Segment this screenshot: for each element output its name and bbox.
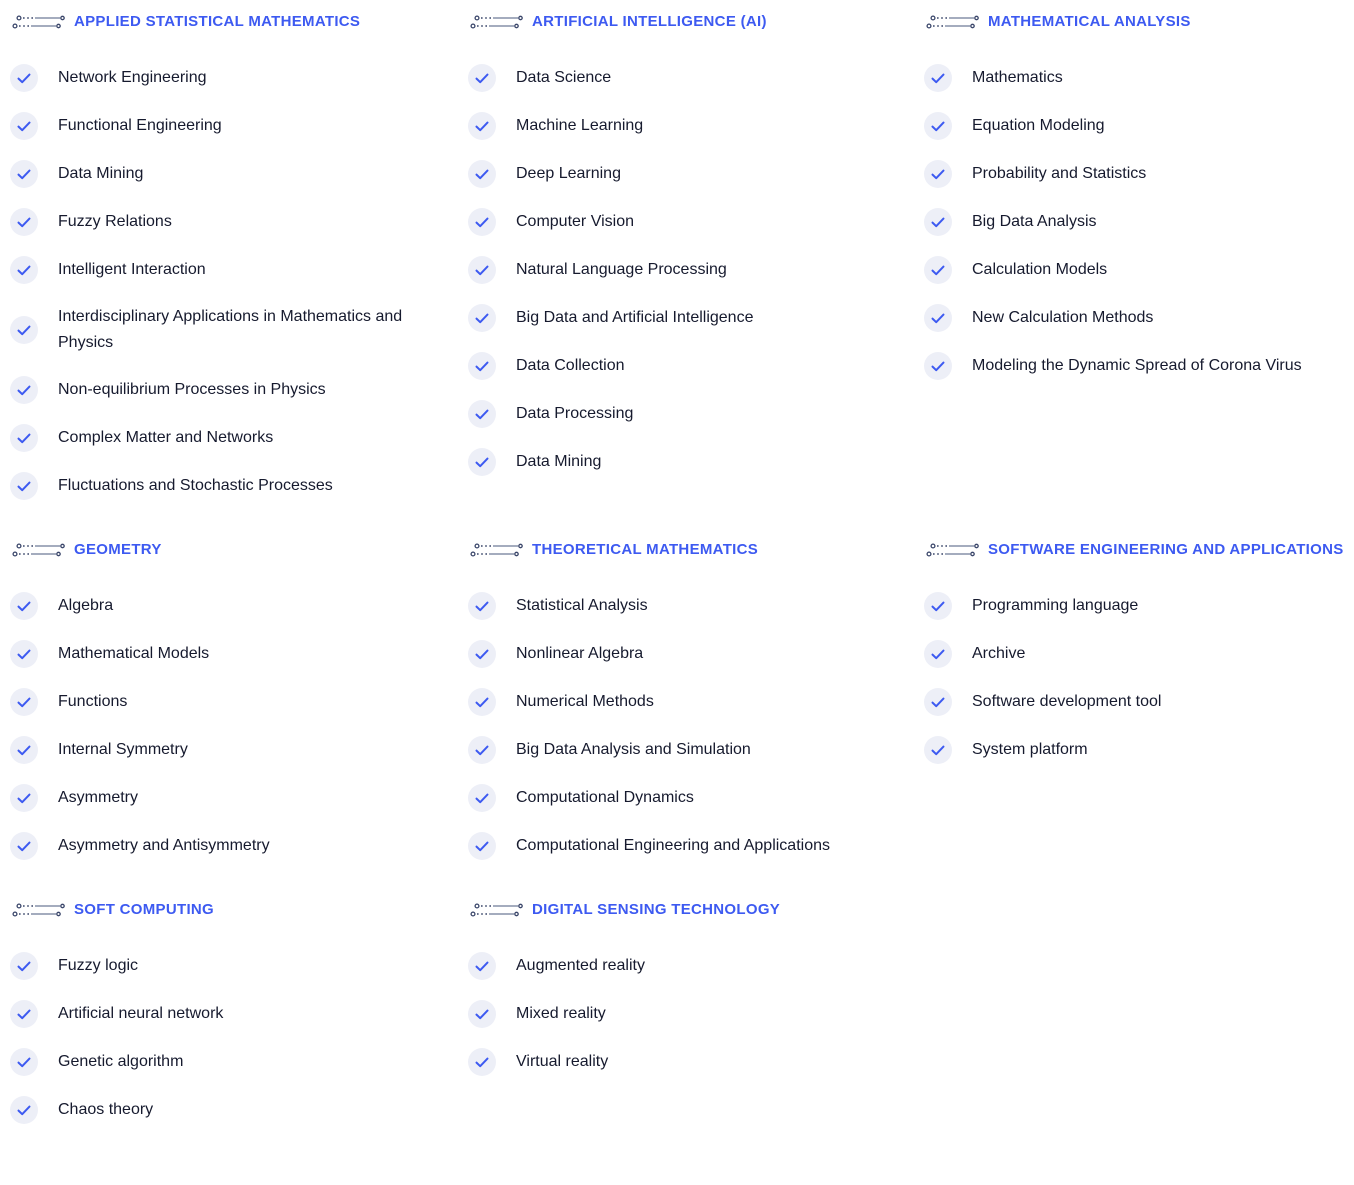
topic-item-label: Big Data Analysis and Simulation <box>516 741 751 758</box>
section-title: ARTIFICIAL INTELLIGENCE (AI) <box>532 13 767 30</box>
topic-item <box>468 304 898 332</box>
check-icon <box>468 688 496 716</box>
check-icon <box>468 1000 496 1028</box>
check-icon <box>10 376 38 404</box>
section-title: THEORETICAL MATHEMATICS <box>532 541 759 558</box>
topic-item <box>924 208 1344 236</box>
section-title: DIGITAL SENSING TECHNOLOGY <box>532 901 781 918</box>
topic-item <box>10 256 442 284</box>
check-icon <box>924 64 952 92</box>
topic-item <box>10 376 442 404</box>
check-icon <box>924 592 952 620</box>
check-icon <box>10 208 38 236</box>
topic-item-label: Computer Vision <box>516 213 634 230</box>
check-icon <box>10 688 38 716</box>
topic-item <box>10 112 442 140</box>
check-icon <box>924 640 952 668</box>
topic-item <box>468 64 898 92</box>
check-icon <box>468 112 496 140</box>
topic-item-label: Mixed reality <box>516 1005 606 1022</box>
topic-item-label: Data Science <box>516 69 612 86</box>
check-icon <box>924 256 952 284</box>
topic-item-label: Functional Engineering <box>58 117 222 134</box>
topic-item <box>10 1096 442 1124</box>
topic-item-label: Data Processing <box>516 405 634 422</box>
check-icon <box>10 160 38 188</box>
topic-item <box>468 112 898 140</box>
topic-item <box>468 208 898 236</box>
check-icon <box>468 784 496 812</box>
topic-item <box>924 64 1344 92</box>
topic-list <box>468 64 898 476</box>
topic-item <box>924 592 1344 620</box>
topic-item <box>468 832 898 860</box>
check-icon <box>924 688 952 716</box>
topic-item-label: Augmented reality <box>516 957 645 974</box>
topic-section <box>10 898 468 1144</box>
topic-item-label: Complex Matter and Networks <box>58 429 274 446</box>
slider-lines-icon <box>924 540 980 560</box>
topic-list <box>10 592 442 860</box>
topic-item <box>10 736 442 764</box>
topic-item <box>468 688 898 716</box>
check-icon <box>468 352 496 380</box>
section-title: SOFT COMPUTING <box>74 901 215 918</box>
section-title: SOFTWARE ENGINEERING AND APPLICATIONS <box>988 541 1344 558</box>
check-icon <box>468 640 496 668</box>
topic-item-label: Software development tool <box>972 693 1162 710</box>
check-icon <box>468 256 496 284</box>
check-icon <box>10 832 38 860</box>
topic-item-label: Computational Engineering and Applications <box>516 837 830 854</box>
topic-item-label: Non-equilibrium Processes in Physics <box>58 381 326 398</box>
topic-item <box>10 208 442 236</box>
topic-item-label: Calculation Models <box>972 261 1108 278</box>
slider-lines-icon <box>468 12 524 32</box>
topic-list <box>468 592 898 860</box>
topic-list <box>10 952 442 1124</box>
check-icon <box>468 400 496 428</box>
check-icon <box>10 112 38 140</box>
topic-item-label: Mathematics <box>972 69 1063 86</box>
topic-item-label: Machine Learning <box>516 117 644 134</box>
check-icon <box>10 1000 38 1028</box>
topic-item <box>468 592 898 620</box>
check-icon <box>468 1048 496 1076</box>
topic-item-label: Algebra <box>58 597 114 614</box>
topic-item-label: Network Engineering <box>58 69 207 86</box>
check-icon <box>10 736 38 764</box>
topic-item-label: System platform <box>972 741 1088 758</box>
check-icon <box>10 64 38 92</box>
topic-item <box>468 352 898 380</box>
topic-item <box>468 400 898 428</box>
topic-item-label: Fuzzy Relations <box>58 213 172 230</box>
section-header <box>468 898 898 922</box>
topic-item <box>10 688 442 716</box>
section-title: MATHEMATICAL ANALYSIS <box>988 13 1191 30</box>
topic-item <box>468 256 898 284</box>
topic-item <box>924 304 1344 332</box>
check-icon <box>924 736 952 764</box>
topic-item-label: Computational Dynamics <box>516 789 694 806</box>
check-icon <box>468 64 496 92</box>
topic-item-label: Internal Symmetry <box>58 741 188 758</box>
topic-item-label: Interdisciplinary Applications in Mathematics and Physics <box>58 308 403 351</box>
slider-lines-icon <box>10 900 66 920</box>
section-header <box>924 10 1344 34</box>
topic-item <box>10 832 442 860</box>
check-icon <box>924 208 952 236</box>
section-header <box>924 538 1344 562</box>
topic-list <box>924 592 1344 764</box>
check-icon <box>10 640 38 668</box>
section-header <box>10 538 442 562</box>
topic-item-label: Asymmetry <box>58 789 138 806</box>
topic-item <box>924 256 1344 284</box>
topic-item <box>468 640 898 668</box>
topic-list <box>468 952 898 1076</box>
topic-item-label: Numerical Methods <box>516 693 654 710</box>
topic-item <box>10 472 442 500</box>
topic-list <box>10 64 442 500</box>
check-icon <box>924 352 952 380</box>
check-icon <box>468 160 496 188</box>
check-icon <box>468 952 496 980</box>
section-header <box>468 538 898 562</box>
slider-lines-icon <box>10 12 66 32</box>
topic-item <box>468 160 898 188</box>
check-icon <box>468 592 496 620</box>
topic-item-label: Genetic algorithm <box>58 1053 184 1070</box>
topic-item <box>468 736 898 764</box>
topic-item-label: Data Mining <box>516 453 602 470</box>
check-icon <box>468 832 496 860</box>
topic-item <box>10 64 442 92</box>
topic-item-label: Intelligent Interaction <box>58 261 206 278</box>
section-title: GEOMETRY <box>74 541 162 558</box>
topic-item <box>924 112 1344 140</box>
section-title: APPLIED STATISTICAL MATHEMATICS <box>74 13 361 30</box>
slider-lines-icon <box>10 540 66 560</box>
topic-item <box>10 160 442 188</box>
section-header <box>468 10 898 34</box>
topic-item-label: Data Collection <box>516 357 625 374</box>
topic-item-label: Chaos theory <box>58 1101 154 1118</box>
topic-item <box>10 952 442 980</box>
topic-item-label: Virtual reality <box>516 1053 609 1070</box>
topic-section <box>924 10 1354 400</box>
check-icon <box>924 304 952 332</box>
topic-item-label: Deep Learning <box>516 165 621 182</box>
topic-item-label: New Calculation Methods <box>972 309 1154 326</box>
topic-item-label: Big Data Analysis <box>972 213 1097 230</box>
topic-item <box>10 304 442 356</box>
check-icon <box>10 952 38 980</box>
check-icon <box>10 472 38 500</box>
topic-item <box>468 952 898 980</box>
topic-item-label: Statistical Analysis <box>516 597 648 614</box>
topic-item-label: Artificial neural network <box>58 1005 224 1022</box>
topic-item <box>10 1000 442 1028</box>
slider-lines-icon <box>924 12 980 32</box>
section-header <box>10 10 442 34</box>
topic-section <box>924 538 1354 784</box>
topic-item-label: Programming language <box>972 597 1139 614</box>
topic-list <box>924 64 1344 380</box>
topic-section <box>468 898 924 1096</box>
topic-item <box>468 784 898 812</box>
check-icon <box>468 208 496 236</box>
check-icon <box>10 1096 38 1124</box>
topic-item-label: Archive <box>972 645 1026 662</box>
topic-section <box>468 10 924 496</box>
topic-item <box>924 352 1344 380</box>
topic-item <box>468 1048 898 1076</box>
topic-item-label: Nonlinear Algebra <box>516 645 644 662</box>
topic-item-label: Probability and Statistics <box>972 165 1147 182</box>
topic-item <box>10 1048 442 1076</box>
topic-item-label: Natural Language Processing <box>516 261 727 278</box>
topic-item <box>924 736 1344 764</box>
topic-item-label: Modeling the Dynamic Spread of Corona Virus <box>972 357 1302 374</box>
topic-item-label: Data Mining <box>58 165 144 182</box>
check-icon <box>924 112 952 140</box>
slider-lines-icon <box>468 540 524 560</box>
topic-item <box>10 784 442 812</box>
topic-item <box>924 688 1344 716</box>
topic-item <box>10 592 442 620</box>
check-icon <box>468 736 496 764</box>
topic-item <box>924 640 1344 668</box>
topic-item-label: Fluctuations and Stochastic Processes <box>58 477 333 494</box>
check-icon <box>10 1048 38 1076</box>
topic-section <box>10 10 468 520</box>
topic-item-label: Mathematical Models <box>58 645 210 662</box>
check-icon <box>10 784 38 812</box>
check-icon <box>468 304 496 332</box>
topic-item-label: Asymmetry and Antisymmetry <box>58 837 270 854</box>
topic-item-label: Equation Modeling <box>972 117 1105 134</box>
check-icon <box>10 424 38 452</box>
topic-item-label: Fuzzy logic <box>58 957 139 974</box>
check-icon <box>924 160 952 188</box>
check-icon <box>10 592 38 620</box>
topic-item <box>10 424 442 452</box>
slider-lines-icon <box>468 900 524 920</box>
topic-item <box>10 640 442 668</box>
check-icon <box>468 448 496 476</box>
topic-item <box>468 448 898 476</box>
check-icon <box>10 316 38 344</box>
topic-item <box>468 1000 898 1028</box>
topic-item-label: Big Data and Artificial Intelligence <box>516 309 754 326</box>
topic-section <box>468 538 924 880</box>
topic-item-label: Functions <box>58 693 128 710</box>
check-icon <box>10 256 38 284</box>
topic-item <box>924 160 1344 188</box>
topic-section <box>10 538 468 880</box>
section-header <box>10 898 442 922</box>
